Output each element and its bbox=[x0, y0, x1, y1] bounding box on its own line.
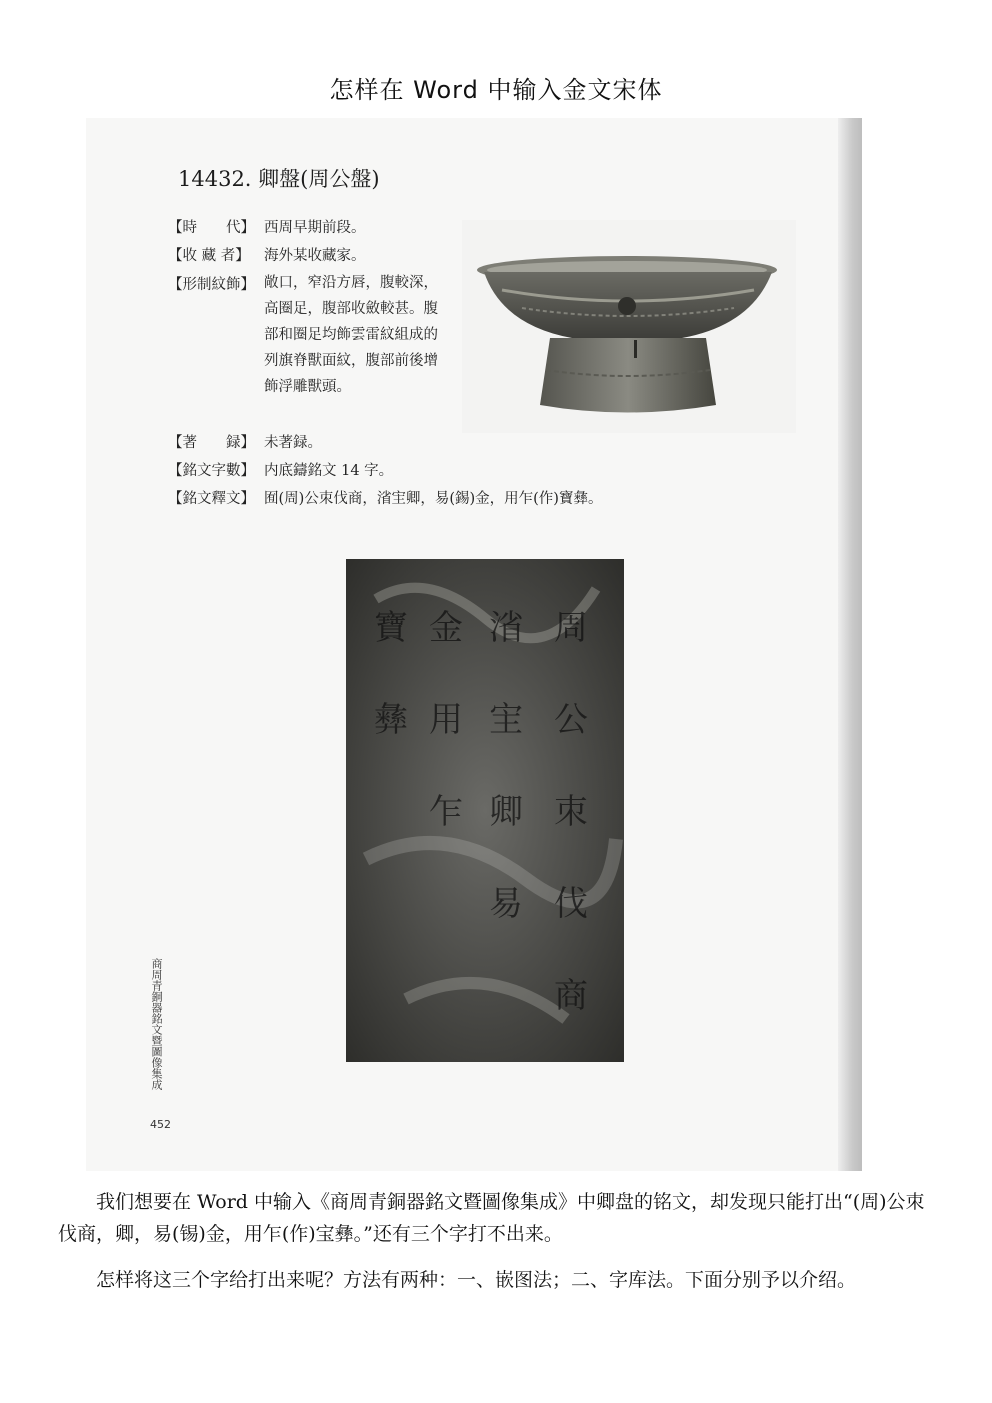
document-title: 怎样在 Word 中输入金文宋体 bbox=[329, 76, 663, 104]
rubbing-glyph: 金 bbox=[429, 608, 463, 648]
field-transcription bbox=[168, 487, 602, 508]
field-value: 内底鑄銘文 14 字。 bbox=[264, 463, 394, 479]
entry-title: 14432. 卿盤(周公盤) bbox=[178, 167, 380, 191]
field-label: 【時 代】 bbox=[168, 220, 255, 236]
inscription-rubbing-photo bbox=[346, 559, 624, 1062]
field-collector bbox=[168, 244, 366, 265]
rubbing-glyph: 用 bbox=[429, 700, 463, 740]
book-spine-title: 商周青銅器銘文暨圖像集成 bbox=[150, 958, 163, 1090]
field-label: 【銘文字數】 bbox=[168, 463, 255, 479]
rubbing-glyph: 周 bbox=[554, 608, 588, 648]
rubbing-glyph: 商 bbox=[554, 976, 588, 1016]
rubbing-glyph: 朿 bbox=[554, 792, 588, 832]
rubbing-glyph: 宔 bbox=[489, 700, 523, 740]
field-label: 【收 藏 者】 bbox=[168, 248, 250, 264]
field-records bbox=[168, 431, 322, 452]
paragraph-1: 我们想要在 Word 中输入《商周青銅器銘文暨圖像集成》中卿盘的铭文，却发现只能打出“(周)公朿伐商，卿，易(锡)金，用乍(作)宝彝。”还有三个字打不出来。 bbox=[58, 1191, 925, 1245]
rubbing-glyph: 彝 bbox=[374, 700, 408, 740]
rubbing-glyph: 公 bbox=[554, 700, 588, 740]
rubbing-glyph: 乍 bbox=[429, 792, 463, 832]
field-period bbox=[168, 216, 366, 237]
scanned-book-page bbox=[86, 118, 862, 1171]
rubbing-glyph: 渻 bbox=[489, 608, 523, 648]
field-value: 囿(周)公朿伐商，渻宔卿，易(錫)金，用乍(作)寶彝。 bbox=[264, 491, 603, 507]
field-form-label: 【形制紋飾】 bbox=[168, 277, 255, 293]
bronze-basin-photo bbox=[462, 220, 796, 433]
field-value: 未著録。 bbox=[264, 435, 322, 451]
field-value: 海外某收藏家。 bbox=[264, 248, 366, 264]
field-label: 【著 録】 bbox=[168, 435, 255, 451]
field-char-count bbox=[168, 459, 393, 480]
rubbing-glyph: 易 bbox=[489, 884, 523, 924]
field-form-value: 敞口，窄沿方唇，腹較深，高圈足，腹部收斂較甚。腹部和圈足均飾雲雷紋組成的列旗脊獸面紋，腹部前後增飾浮雕獸頭。 bbox=[264, 275, 438, 395]
book-page-number: 452 bbox=[150, 1118, 171, 1131]
rubbing-glyph: 卿 bbox=[489, 792, 523, 832]
rubbing-glyph: 寶 bbox=[374, 608, 408, 648]
page-gutter-shadow bbox=[838, 118, 862, 1171]
field-value: 西周早期前段。 bbox=[264, 220, 366, 236]
rubbing-glyph: 伐 bbox=[554, 884, 588, 924]
field-label: 【銘文釋文】 bbox=[168, 491, 255, 507]
paragraph-2: 怎样将这三个字给打出来呢？方法有两种：一、嵌图法；二、字库法。下面分别予以介绍。 bbox=[96, 1269, 857, 1291]
